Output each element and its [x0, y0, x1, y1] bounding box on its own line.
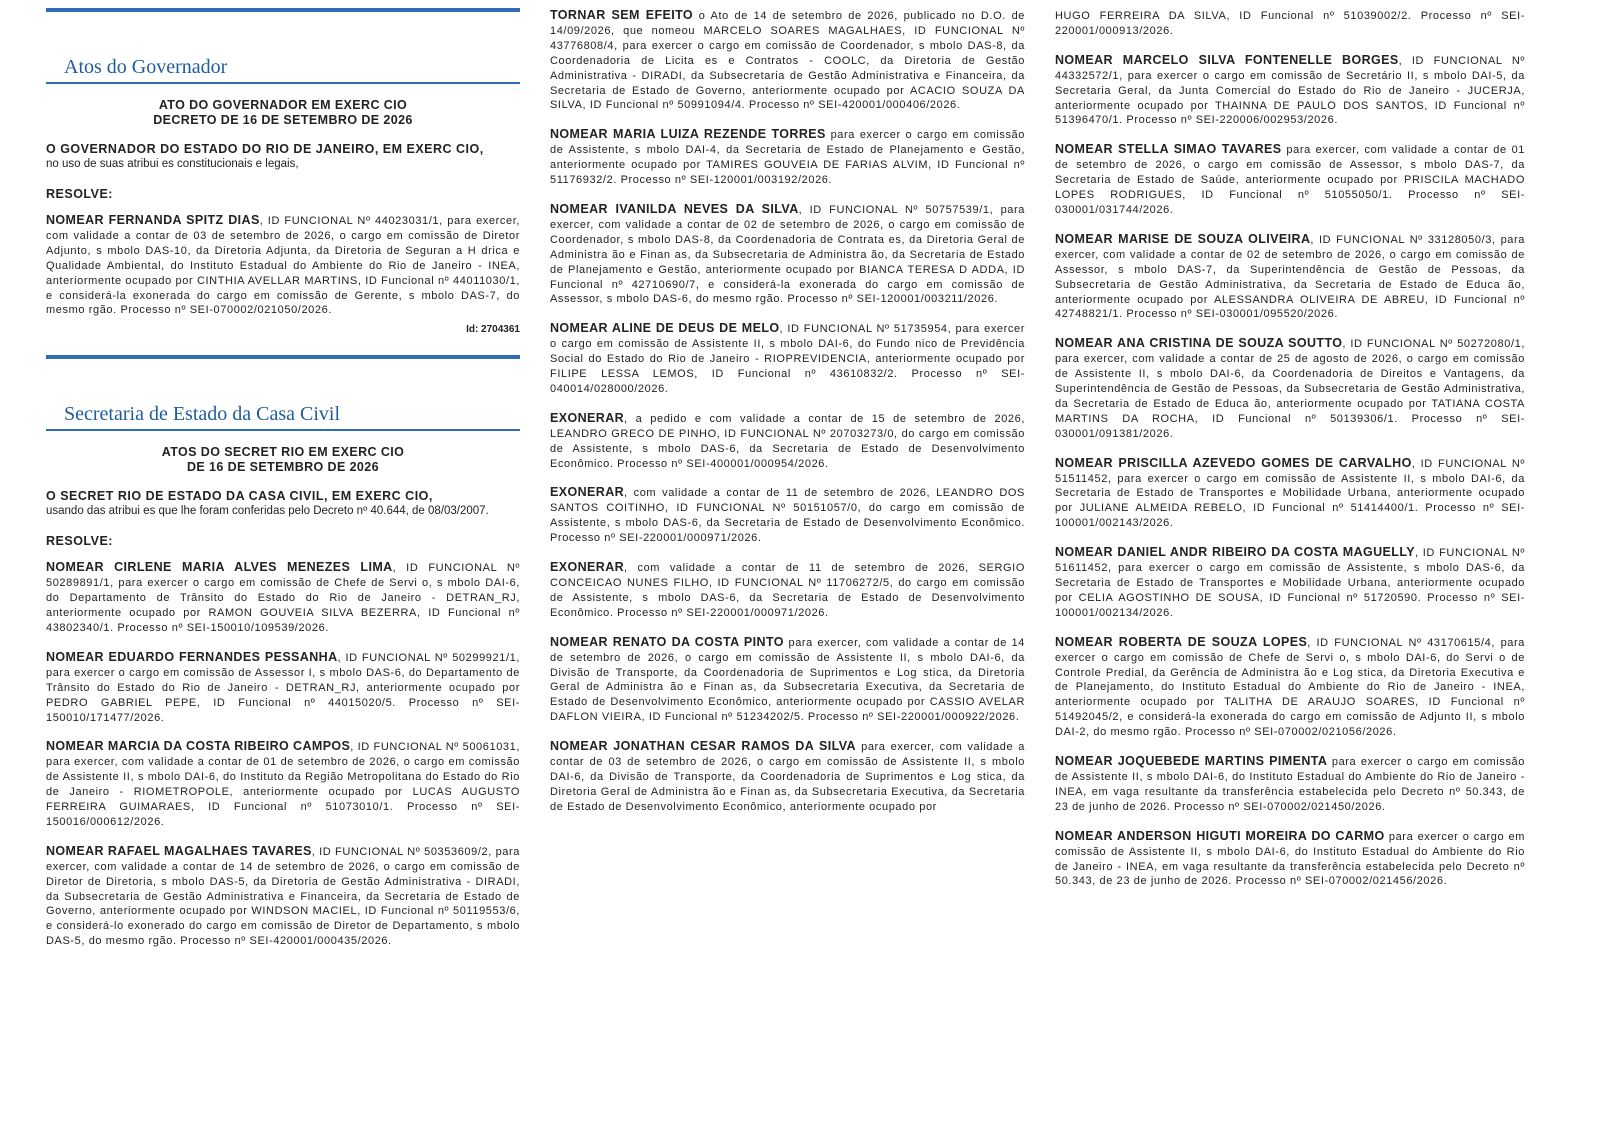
intro-text: usando das atribui es que lhe foram conferidas pelo Decreto nº 40.644, de 08/03/2007.: [46, 505, 489, 518]
resolve-label: RESOLVE:: [46, 187, 113, 201]
act-entry: [46, 739, 520, 829]
act-entry: [550, 127, 1025, 188]
entry-text: para exercer o cargo em comissão de Assistente II, s mbolo DAI-6, do Instituto Estadual do Ambiente do Rio de Janeiro - INEA, em vaga resultante da transferência estabelecida pelo Decreto nº 50.343, de 23 de junho de 2026. Processo nº SEI-070002/021450/2026.: [1055, 756, 1525, 813]
entry-text: , a pedido e com validade a contar de 15 de setembro de 2026, LEANDRO GRECO DE PINHO, ID FUNCIONAL Nº 20703273/0, do cargo em comissão de Assistente, s mbolo DAS-6, da Secretaria de Estado de Desenvolvimento Econômico. Processo nº SEI-400001/000954/2026.: [550, 412, 1025, 470]
entry-lead: NOMEAR EDUARDO FERNANDES PESSANHA: [46, 649, 338, 664]
entry-text: , ID FUNCIONAL Nº 50061031, para exercer, com validade a contar de 01 de setembro de 2026, o cargo em comissão de Assistente II, s mbolo DAI-6, do Instituto da Região Metropolitana do Estado do Rio de Janeiro - RIOMETROPOLE, anteriormente ocupado por LUCAS AUGUSTO FERREIRA GUIMARAES, ID Funcional nº 51073010/1. Processo nº SEI-150016/000612/2026.: [46, 741, 521, 828]
section-underline: [46, 82, 520, 84]
entry-text: para exercer o cargo em comissão de Assistente, s mbolo DAI-4, da Secretaria de Estado de Planejamento e Gestão, anteriormente ocupado por TAMIRES GOUVEIA DE FARIAS ALVIM, ID Funcional nº 51176932/2. Processo nº SEI-120001/003192/2026.: [550, 129, 1025, 187]
entry-lead: EXONERAR: [550, 410, 625, 425]
entry-lead: NOMEAR CIRLENE MARIA ALVES MENEZES LIMA: [46, 560, 393, 575]
id-line: Id: 2704361: [466, 324, 520, 336]
column-left: [46, 8, 520, 963]
act-entry: [46, 213, 520, 318]
entry-lead: NOMEAR RENATO DA COSTA PINTO: [550, 634, 784, 649]
act-heading-line: ATO DO GOVERNADOR EM EXERC CIO: [158, 98, 408, 112]
entry-lead: NOMEAR ROBERTA DE SOUZA LOPES: [1055, 634, 1308, 649]
entry-lead: NOMEAR MARISE DE SOUZA OLIVEIRA: [1055, 231, 1311, 246]
entry-lead: NOMEAR RAFAEL MAGALHAES TAVARES: [46, 843, 312, 858]
entry-text: , ID FUNCIONAL Nº 50272080/1, para exercer, com validade a contar de 25 de agosto de 2026, o cargo em comissão de Assistente II, s mbolo DAI-6, da Coordenadoria de Direitos e Vantagens, da Superintendência de Gestão de Pessoas, da Subsecretaria de Gestão Administrativa, da Secretaria de Estado de Educa ão, anteriormente ocupado por TATIANA COSTA MARTINS DA ROCHA, ID Funcional nº 50139306/1. Processo nº SEI-030001/091381/2026.: [1055, 338, 1525, 440]
act-entry: [550, 321, 1025, 397]
act-entry: [550, 739, 1025, 815]
entry-text: , ID FUNCIONAL Nº 44023031/1, para exercer, com validade a contar de 03 de setembro de 2026, o cargo em comissão de Diretor Adjunto, s mbolo DAS-10, da Diretoria Adjunta, da Diretoria de Seguran a H drica e Qualidade Ambiental, do Instituto Estadual do Ambiente do Rio de Janeiro - INEA, anteriormente ocupado por CINTHIA AVELLAR MARTINS, ID Funcional nº 44011030/1, e considerá-la exonerada do cargo em comissão de Gerente, s mbolo DAS-7, do mesmo rgão. Processo nº SEI-070002/021050/2026.: [46, 215, 521, 317]
act-entry: [46, 844, 520, 949]
entry-lead: NOMEAR STELLA SIMAO TAVARES: [1055, 142, 1282, 157]
act-entry: [1055, 232, 1525, 322]
column-right: [1055, 8, 1525, 903]
entry-lead: NOMEAR ALINE DE DEUS DE MELO: [550, 321, 780, 336]
entry-lead: NOMEAR ANA CRISTINA DE SOUZA SOUTTO: [1055, 336, 1343, 351]
act-entry: [550, 635, 1025, 725]
section-title-civil: Secretaria de Estado da Casa Civil: [64, 403, 341, 426]
entry-text: , ID FUNCIONAL Nº 51611452, para exercer o cargo em comissão de Assistente, s mbolo DAS-6, da Secretaria de Estado de Transportes e Mobilidade Urbana, anteriormente ocupado por CELIA AGOSTINHO DE SOUSA, ID Funcional nº 51720590. Processo nº SEI-100001/002134/2026.: [1055, 547, 1525, 619]
act-entry: [550, 560, 1025, 621]
entry-text: , ID FUNCIONAL Nº 51511452, para exercer o cargo em comissão de Assistente II, s mbolo DAI-6, da Secretaria de Estado de Transportes e Mobilidade Urbana, anteriormente ocupado por JULIANE ALMEIDA REBELO, ID Funcional nº 51414400/1. Processo nº SEI-100001/002143/2026.: [1055, 457, 1526, 530]
section-underline: [46, 429, 520, 431]
act-heading-line: DE 16 DE SETEMBRO DE 2026: [186, 460, 379, 475]
entry-text: , ID FUNCIONAL Nº 51735954, para exercer o cargo em comissão de Assistente II, s mbolo DAI-6, do Fundo nico de Previdência Social do Estado do Rio de Janeiro - RIOPREVIDENCIA, anteriormente ocupado por FILIPE LESSA LEMOS, ID Funcional nº 43610832/2. Processo nº SEI-040014/028000/2026.: [550, 323, 1025, 395]
entry-text: , ID FUNCIONAL Nº 50353609/2, para exercer, com validade a contar de 14 de setembro de 2026, o cargo em comissão de Diretor de Diretoria, s mbolo DAS-5, da Diretoria de Gestão Administrativa - DIRADI, da Subsecretaria de Gestão Administrativa e Financeira, da Secretaria de Estado de Governo, anteriormente ocupado por WINDSON MACIEL, ID Funcional nº 50119553/6, e considerá-lo exonerado do cargo em comissão de Diretor de Departamento, s mbolo DAS-5, do mesmo rgão. Processo nº SEI-420001/000435/2026.: [46, 845, 520, 948]
entry-lead: NOMEAR MARCIA DA COSTA RIBEIRO CAMPOS: [46, 739, 351, 754]
entry-text: HUGO FERREIRA DA SILVA, ID Funcional nº 51039002/2. Processo nº SEI-220001/000913/2026.: [1055, 10, 1525, 37]
act-entry: [1055, 545, 1525, 621]
entry-lead: TORNAR SEM EFEITO: [550, 8, 694, 22]
intro-paragraph: [46, 142, 520, 171]
entry-lead: NOMEAR JOQUEBEDE MARTINS PIMENTA: [1055, 754, 1328, 769]
act-heading: [46, 98, 520, 128]
entry-text: o Ato de 14 de setembro de 2026, publicado no D.O. de 14/09/2026, que nomeou MARCELO SOARES MAGALHAES, ID FUNCIONAL Nº 43776808/4, para exercer o cargo em comissão de Coordenador, s mbolo DAS-8, da Coordenadoria de Licita es e Contratos - COOLC, da Diretoria de Gestão Administrativa - DIRADI, da Subsecretaria de Gestão Administrativa e Financeira, da Secretaria de Estado de Governo, anteriormente ocupado por ACACIO SOUZA DA SILVA, ID Funcional nº 50991094/4. Processo nº SEI-420001/000406/2026.: [550, 10, 1026, 112]
resolve-label: RESOLVE:: [46, 534, 113, 549]
entry-text: , ID FUNCIONAL Nº 50289891/1, para exercer o cargo em comissão de Chefe de Servi o, s mbolo DAI-6, do Departamento de Trânsito do Estado do Rio de Janeiro - DETRAN_RJ, anteriormente ocupado por RAMON GOUVEIA SILVA BEZERRA, ID Funcional nº 43802340/1. Processo nº SEI-150010/109539/2026.: [46, 562, 520, 634]
act-entry: [1055, 635, 1525, 740]
section-title-governor: Atos do Governador: [64, 56, 228, 78]
act-entry: [1055, 754, 1525, 815]
entry-text: para exercer, com validade a contar de 01 de setembro de 2026, o cargo em comissão de Assessor, s mbolo DAS-7, da Secretaria de Estado de Saúde, anteriormente ocupado por PRISCILA MACHADO LOPES RODRIGUES, ID Funcional nº 51055050/1. Processo nº SEI-030001/031744/2026.: [1055, 144, 1525, 216]
act-entry: [550, 411, 1025, 472]
act-entry: [550, 485, 1025, 546]
entry-text: , ID FUNCIONAL Nº 44332572/1, para exercer o cargo em comissão de Secretário II, s mbolo DAI-5, da Secretaria Geral, da Junta Comercial do Estado do Rio de Janeiro - JUCERJA, anteriormente ocupado por THAINNA DE PAULO DOS SANTOS, ID Funcional nº 51396470/1. Processo nº SEI-220006/002953/2026.: [1055, 54, 1525, 127]
entry-lead: NOMEAR MARCELO SILVA FONTENELLE BORGES: [1055, 52, 1399, 67]
act-entry: [1055, 53, 1525, 129]
entry-text: , com validade a contar de 11 de setembro de 2026, SERGIO CONCEICAO NUNES FILHO, ID FUNCIONAL Nº 11706272/5, do cargo em comissão de Assistente, s mbolo DAS-6, da Secretaria de Estado de Desenvolvimento Econômico. Processo nº SEI-220001/000971/2026.: [550, 562, 1025, 619]
act-entry: [1055, 336, 1525, 441]
act-entry: [46, 650, 520, 726]
entry-lead: NOMEAR MARIA LUIZA REZENDE TORRES: [550, 127, 826, 142]
entry-lead: NOMEAR FERNANDA SPITZ DIAS: [46, 213, 260, 227]
entry-lead: NOMEAR PRISCILLA AZEVEDO GOMES DE CARVALHO: [1055, 455, 1412, 470]
entry-text: , com validade a contar de 11 de setembro de 2026, LEANDRO DOS SANTOS COITINHO, ID FUNCIONAL Nº 50151057/0, do cargo em comissão de Assistente, s mbolo DAS-6, da Secretaria de Estado de Desenvolvimento Econômico. Processo nº SEI-220001/000971/2026.: [550, 487, 1025, 545]
column-middle: [550, 8, 1025, 829]
act-entry: [550, 202, 1025, 307]
intro-text: no uso de suas atribui es constitucionais e legais,: [46, 158, 299, 170]
intro-lead: O SECRET RIO DE ESTADO DA CASA CIVIL, EM EXERC CIO,: [46, 489, 433, 504]
entry-text: , ID FUNCIONAL Nº 43170615/4, para exercer o cargo em comissão de Chefe de Servi o, s mbolo DAI-6, do Servi o de Controle Predial, da Gerência de Administra ão e Log stica, da Diretoria Executiva e de Planejamento, do Instituto Estadual do Ambiente do Rio de Janeiro - INEA, anteriormente ocupado por TALITHA DE ARAUJO SOARES, ID Funcional nº 51492045/2, e considerá-la exonerada do cargo em comissão de Adjunto II, s mbolo DAI-2, do mesmo rgão. Processo nº SEI-070002/021056/2026.: [1055, 636, 1525, 739]
intro-lead: O GOVERNADOR DO ESTADO DO RIO DE JANEIRO, EM EXERC CIO,: [46, 142, 484, 156]
entry-text: para exercer, com validade a contar de 14 de setembro de 2026, o cargo em comissão de Assistente II, s mbolo DAI-6, da Divisão de Transporte, da Coordenadoria de Suprimentos e Log stica, da Diretoria Geral de Administra ão e Finan as, da Subsecretaria Executiva, da Secretaria de Estado de Desenvolvimento Econômico, anteriormente ocupado por CASSIO AVELAR DAFLON VIEIRA, ID Funcional nº 51234202/5. Processo nº SEI-220001/000922/2026.: [550, 636, 1025, 724]
act-entry: [1055, 829, 1525, 890]
act-entry: [1055, 142, 1525, 218]
entry-text: , ID FUNCIONAL Nº 50299921/1, para exercer o cargo em comissão de Assessor I, s mbolo DAS-6, do Departamento de Trânsito do Estado do Rio de Janeiro - DETRAN_RJ, anteriormente ocupado por PEDRO GABRIEL PEPE, ID Funcional nº 44015020/5. Processo nº SEI-150010/171477/2026.: [46, 651, 520, 724]
entry-text: , ID FUNCIONAL Nº 33128050/3, para exercer, com validade a contar de 02 de setembro de 2026, o cargo em comissão de Assessor, s mbolo DAS-7, da Superintendência de Gestão de Pessoas, da Subsecretaria de Gestão Administrativa, da Secretaria de Estado de Educa ão, anteriormente ocupado por ALESSANDRA OLIVEIRA DE ABREU, ID Funcional nº 42748821/1. Processo nº SEI-030001/095520/2026.: [1055, 233, 1525, 321]
act-entry: [1055, 8, 1525, 39]
entry-lead: NOMEAR JONATHAN CESAR RAMOS DA SILVA: [550, 739, 856, 754]
act-heading-line: ATOS DO SECRET RIO EM EXERC CIO: [161, 445, 405, 460]
entry-lead: EXONERAR: [550, 560, 625, 575]
act-heading: [46, 445, 520, 475]
entry-lead: NOMEAR IVANILDA NEVES DA SILVA: [550, 201, 799, 216]
entry-text: , ID FUNCIONAL Nº 50757539/1, para exercer, com validade a contar de 02 de setembro de 2026, o cargo em comissão de Coordenador, s mbolo DAS-8, da Coordenadoria de Contrata es, da Diretoria Geral de Administra ão e Finan as, da Subsecretaria de Administra ão, da Secretaria de Estado de Planejamento e Gestão, anteriormente ocupado por BIANCA TERESA D ADDA, ID Funcional nº 42710690/7, e considerá-la exonerada do cargo em comissão de Assessor, s mbolo DAS-6, do mesmo rgão. Processo nº SEI-120001/003211/2026.: [550, 203, 1025, 306]
intro-paragraph: [46, 489, 520, 518]
act-entry: [550, 8, 1025, 113]
entry-text: para exercer, com validade a contar de 03 de setembro de 2026, o cargo em comissão de Assistente II, s mbolo DAI-6, da Divisão de Transporte, da Coordenadoria de Suprimentos e Log stica, da Diretoria Geral de Administra ão e Finan as, da Subsecretaria Executiva, da Secretaria de Estado de Desenvolvimento Econômico, anteriormente ocupado por: [550, 741, 1025, 813]
entry-text: para exercer o cargo em comissão de Assistente II, s mbolo DAI-6, do Instituto Estadual do Ambiente do Rio de Janeiro - INEA, em vaga resultante da transferência estabelecida pelo Decreto nº 50.343, de 23 de junho de 2026. Processo nº SEI-070002/021456/2026.: [1055, 830, 1525, 888]
act-entry: [46, 560, 520, 636]
act-entry: [1055, 456, 1525, 532]
act-heading-line: DECRETO DE 16 DE SETEMBRO DE 2026: [153, 113, 413, 127]
entry-lead: EXONERAR: [550, 485, 625, 500]
entry-lead: NOMEAR ANDERSON HIGUTI MOREIRA DO CARMO: [1055, 828, 1385, 843]
entry-lead: NOMEAR DANIEL ANDR RIBEIRO DA COSTA MAGUELLY: [1055, 545, 1415, 560]
